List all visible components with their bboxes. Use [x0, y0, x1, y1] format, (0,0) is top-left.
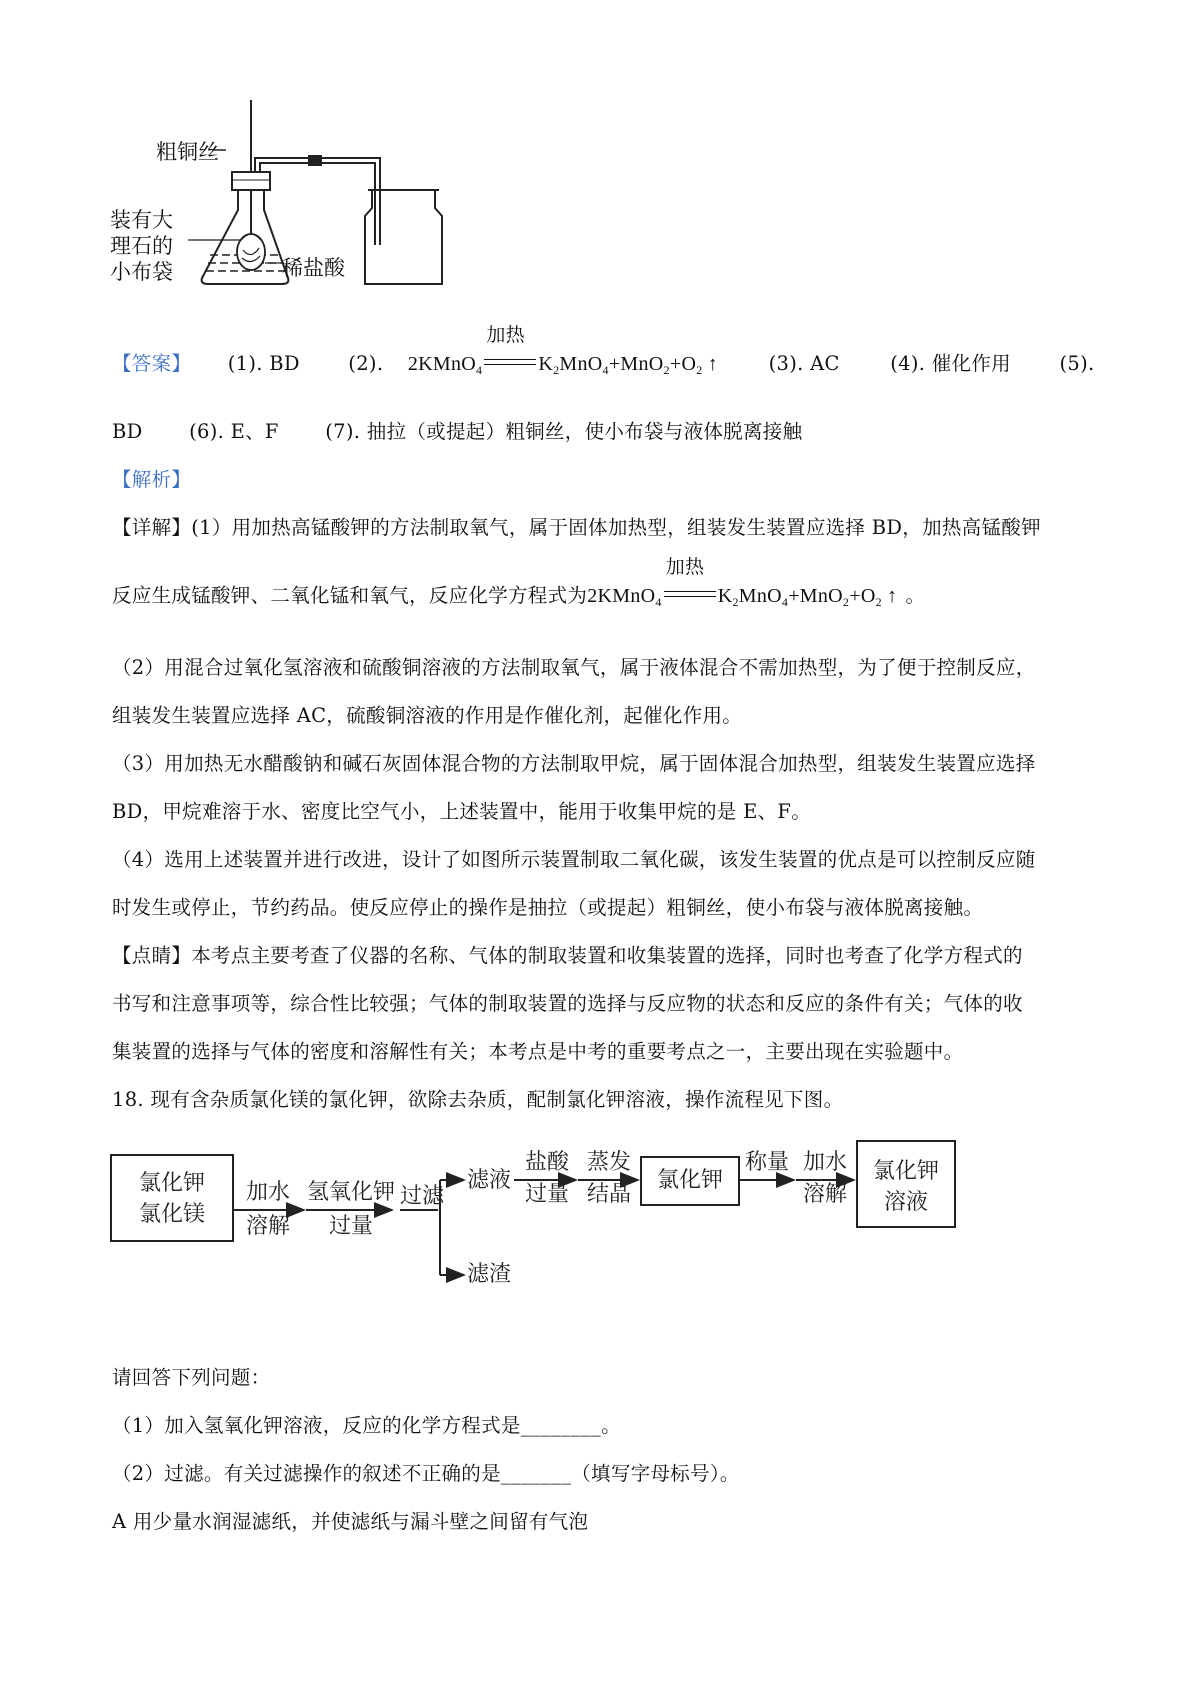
flow-chart — [110, 1150, 970, 1300]
answer-tag: 【答案】 — [112, 352, 192, 375]
analysis-p3-line1: （3）用加热无水醋酸钠和碱石灰固体混合物的方法制取甲烷，属于固体混合加热型，组装发生装置应选择 — [112, 752, 1036, 775]
eq-left: 2KMnO — [407, 353, 476, 375]
flow-op4-bot: 过量 — [524, 1182, 569, 1207]
analysis-p1-line2 — [112, 556, 926, 616]
answer-line-1 — [112, 324, 1095, 384]
apparatus-figure — [110, 100, 490, 310]
flow-op1-top: 加水 — [245, 1180, 290, 1205]
eq-condition-2: 加热 — [665, 556, 705, 579]
analysis-p5-line3: 集装置的选择与气体的密度和溶解性有关；本考点是中考的重要考点之一，主要出现在实验题中。 — [112, 1040, 964, 1063]
flow-box-end-l2: 溶液 — [883, 1190, 928, 1215]
q18-sub2: （2）过滤。有关过滤操作的叙述不正确的是_______（填写字母标号）。 — [112, 1462, 740, 1485]
answer-1: (1). BD — [227, 352, 300, 375]
analysis-p1-text: 反应生成锰酸钾、二氧化锰和氧气，反应化学方程式为 — [112, 584, 588, 607]
analysis-p2-line1: （2）用混合过氧化氢溶液和硫酸铜溶液的方法制取氧气，属于液体混合不需加热型，为了便于控制反应， — [112, 656, 1036, 679]
flow-box-end-l1: 氯化钾 — [872, 1159, 939, 1184]
answer-5: (5). — [1059, 352, 1095, 375]
analysis-tag: 【解析】 — [112, 468, 192, 491]
flow-branch-filtrate: 滤液 — [466, 1168, 511, 1193]
answer-4: (4). 催化作用 — [890, 352, 1011, 375]
flow-op4-top: 盐酸 — [524, 1150, 569, 1175]
q18-sub1: （1）加入氢氧化钾溶液，反应的化学方程式是________。 — [112, 1414, 621, 1437]
analysis-p1-line1: 【详解】(1）用加热高锰酸钾的方法制取氧气，属于固体加热型，组装发生装置应选择 BD，加热高锰酸钾 — [112, 516, 1041, 539]
flow-box-start-l2: 氯化镁 — [138, 1202, 205, 1227]
label-bag-1: 装有大 — [110, 208, 173, 232]
analysis-p1-end: 。 — [905, 584, 926, 607]
flow-op1-bot: 溶解 — [245, 1214, 290, 1239]
answer-line-2 — [112, 418, 802, 446]
answer-2-num: (2). — [348, 352, 384, 375]
analysis-p3-line2: BD，甲烷难溶于水、密度比空气小，上述装置中，能用于收集甲烷的是 E、F。 — [112, 800, 812, 823]
answer-3: (3). AC — [768, 352, 840, 375]
flow-box-start — [110, 1154, 234, 1242]
analysis-p5-line2: 书写和注意事项等，综合性比较强；气体的制取装置的选择与反应物的状态和反应的条件有关；气体的收 — [112, 992, 1023, 1015]
equation-answer: 2KMnO$_4$ 加热 $K_2MnO_4+MnO_2+O_2$ ↑ — [408, 350, 718, 384]
q18-stem: 18. 现有含杂质氯化镁的氯化钾，欲除去杂质，配制氯化钾溶液，操作流程见下图。 — [112, 1088, 844, 1111]
answer-6: (6). E、F — [189, 420, 279, 443]
label-dilute-acid: 稀盐酸 — [282, 256, 345, 280]
flow-op6: 称量 — [744, 1150, 789, 1175]
eq-arrow — [484, 324, 536, 375]
equation-analysis: 2KMnO$_4$ 加热 $K_2MnO_4+MnO_2+O_2$ ↑ — [587, 582, 897, 616]
flow-box-start-l1: 氯化钾 — [138, 1171, 205, 1196]
analysis-p4-line1: （4）选用上述装置并进行改进，设计了如图所示装置制取二氧化碳，该发生装置的优点是可以控制反应随 — [112, 848, 1036, 871]
label-bag-2: 理石的 — [110, 234, 173, 258]
answer-5-value: BD — [112, 420, 143, 443]
label-copper-wire: 粗铜丝 — [156, 140, 219, 164]
q18-prompt: 请回答下列问题： — [112, 1366, 271, 1389]
flow-op2-bot: 过量 — [328, 1214, 373, 1239]
eq-condition: 加热 — [486, 324, 525, 347]
analysis-p5-line1: 【点睛】本考点主要考查了仪器的名称、气体的制取装置和收集装置的选择，同时也考查了化学方程式的 — [112, 944, 1023, 967]
flow-box-end — [856, 1140, 956, 1228]
flow-box-kcl: 氯化钾 — [640, 1156, 740, 1206]
label-bag-3: 小布袋 — [110, 260, 173, 284]
flow-branch-residue: 滤渣 — [466, 1262, 511, 1287]
analysis-p2-line2: 组装发生装置应选择 AC，硫酸铜溶液的作用是作催化剂，起催化作用。 — [112, 704, 743, 727]
q18-option-a: A 用少量水润湿滤纸，并使滤纸与漏斗壁之间留有气泡 — [112, 1510, 589, 1533]
flow-op5-bot: 结晶 — [586, 1182, 631, 1207]
flow-op7-top: 加水 — [802, 1150, 847, 1175]
flow-op2-top: 氢氧化钾 — [306, 1180, 395, 1205]
flow-op7-bot: 溶解 — [802, 1182, 847, 1207]
flow-op5-top: 蒸发 — [586, 1150, 631, 1175]
answer-7: (7). 抽拉（或提起）粗铜丝，使小布袋与液体脱离接触 — [325, 420, 803, 443]
analysis-p4-line2: 时发生或停止，节约药品。使反应停止的操作是抽拉（或提起）粗铜丝，使小布袋与液体脱离接触。 — [112, 896, 984, 919]
flow-op3: 过滤 — [399, 1184, 444, 1209]
